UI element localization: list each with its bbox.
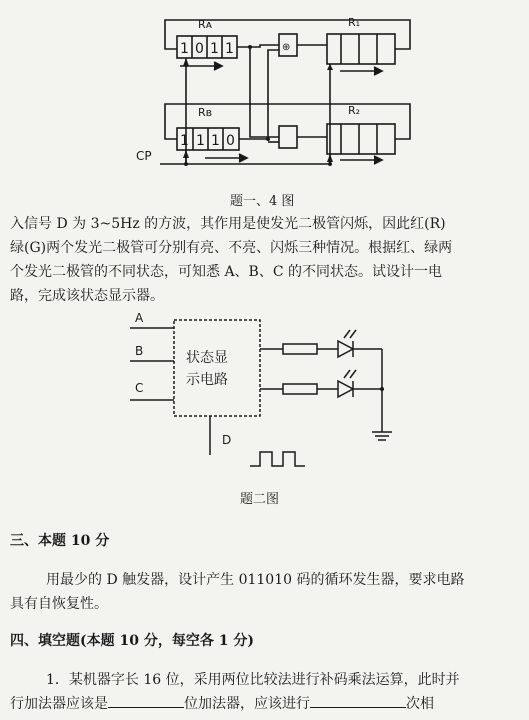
figure-2-caption: 题二图 <box>240 492 280 507</box>
section4-line: 行加法器应该是 位加法器，应该进行 次相 <box>10 692 522 716</box>
rb-bit: 1 <box>211 133 220 149</box>
rb-bit: 0 <box>226 133 235 149</box>
figure-1-circuit <box>0 0 529 200</box>
rb-bit: 1 <box>180 133 189 149</box>
square-wave <box>250 452 305 466</box>
input-d-label: D <box>222 433 232 447</box>
problem2-text <box>10 212 522 308</box>
section3-line: 用最少的 D 触发器，设计产生 011010 码的循环发生器，要求电路 <box>46 572 465 588</box>
box-label: 示电路 <box>186 372 228 388</box>
section3-heading: 三、本题 10 分 <box>10 533 110 549</box>
input-c-label: C <box>135 381 144 395</box>
gate-top-symbol: ⊕ <box>282 42 291 53</box>
blank-2[interactable] <box>310 693 406 708</box>
led-red <box>338 341 353 357</box>
section4-heading: 四、填空题(本题 10 分，每空各 1 分) <box>10 633 254 649</box>
resistor <box>283 344 317 354</box>
rb-label: Rʙ <box>198 106 213 119</box>
ra-label: Rᴀ <box>198 18 213 31</box>
rb-bit: 1 <box>196 133 205 149</box>
ra-bit: 1 <box>225 41 234 57</box>
r2-label: R₂ <box>348 104 361 117</box>
gate-bottom <box>279 126 297 148</box>
figure-2-circuit <box>0 300 529 480</box>
problem2-line: 个发光二极管的不同状态，可知悉 A、B、C 的不同状态。试设计一电 <box>10 264 443 280</box>
section4-text <box>10 668 522 716</box>
input-a-label: A <box>135 311 144 325</box>
led-green <box>338 381 353 397</box>
section3-text <box>10 568 522 616</box>
problem2-line: 路，完成该状态显示器。 <box>10 288 164 304</box>
ra-bit: 1 <box>180 41 189 57</box>
box-label: 状态显 <box>186 350 228 366</box>
problem2-line: 绿(G)两个发光二极管可分别有亮、不亮、闪烁三种情况。根据红、绿两 <box>10 240 453 256</box>
resistor <box>283 384 317 394</box>
input-b-label: B <box>135 344 144 358</box>
r1-label: R₁ <box>348 16 361 29</box>
ra-bit: 0 <box>195 41 204 57</box>
section3-line: 具有自恢复性。 <box>10 596 108 612</box>
problem2-line: 入信号 D 为 3~5Hz 的方波，其作用是使发光二极管闪烁，因此红(R) <box>10 216 446 232</box>
ra-bit: 1 <box>210 41 219 57</box>
blank-1[interactable] <box>108 693 184 708</box>
state-display-box <box>174 320 260 416</box>
section4-line: 1．某机器字长 16 位，采用两位比较法进行补码乘法运算，此时并 <box>46 672 460 688</box>
cp-label: CP <box>136 149 152 163</box>
figure-1-caption: 题一、4 图 <box>230 194 295 209</box>
register-r1 <box>327 34 395 64</box>
register-r2 <box>327 124 395 154</box>
